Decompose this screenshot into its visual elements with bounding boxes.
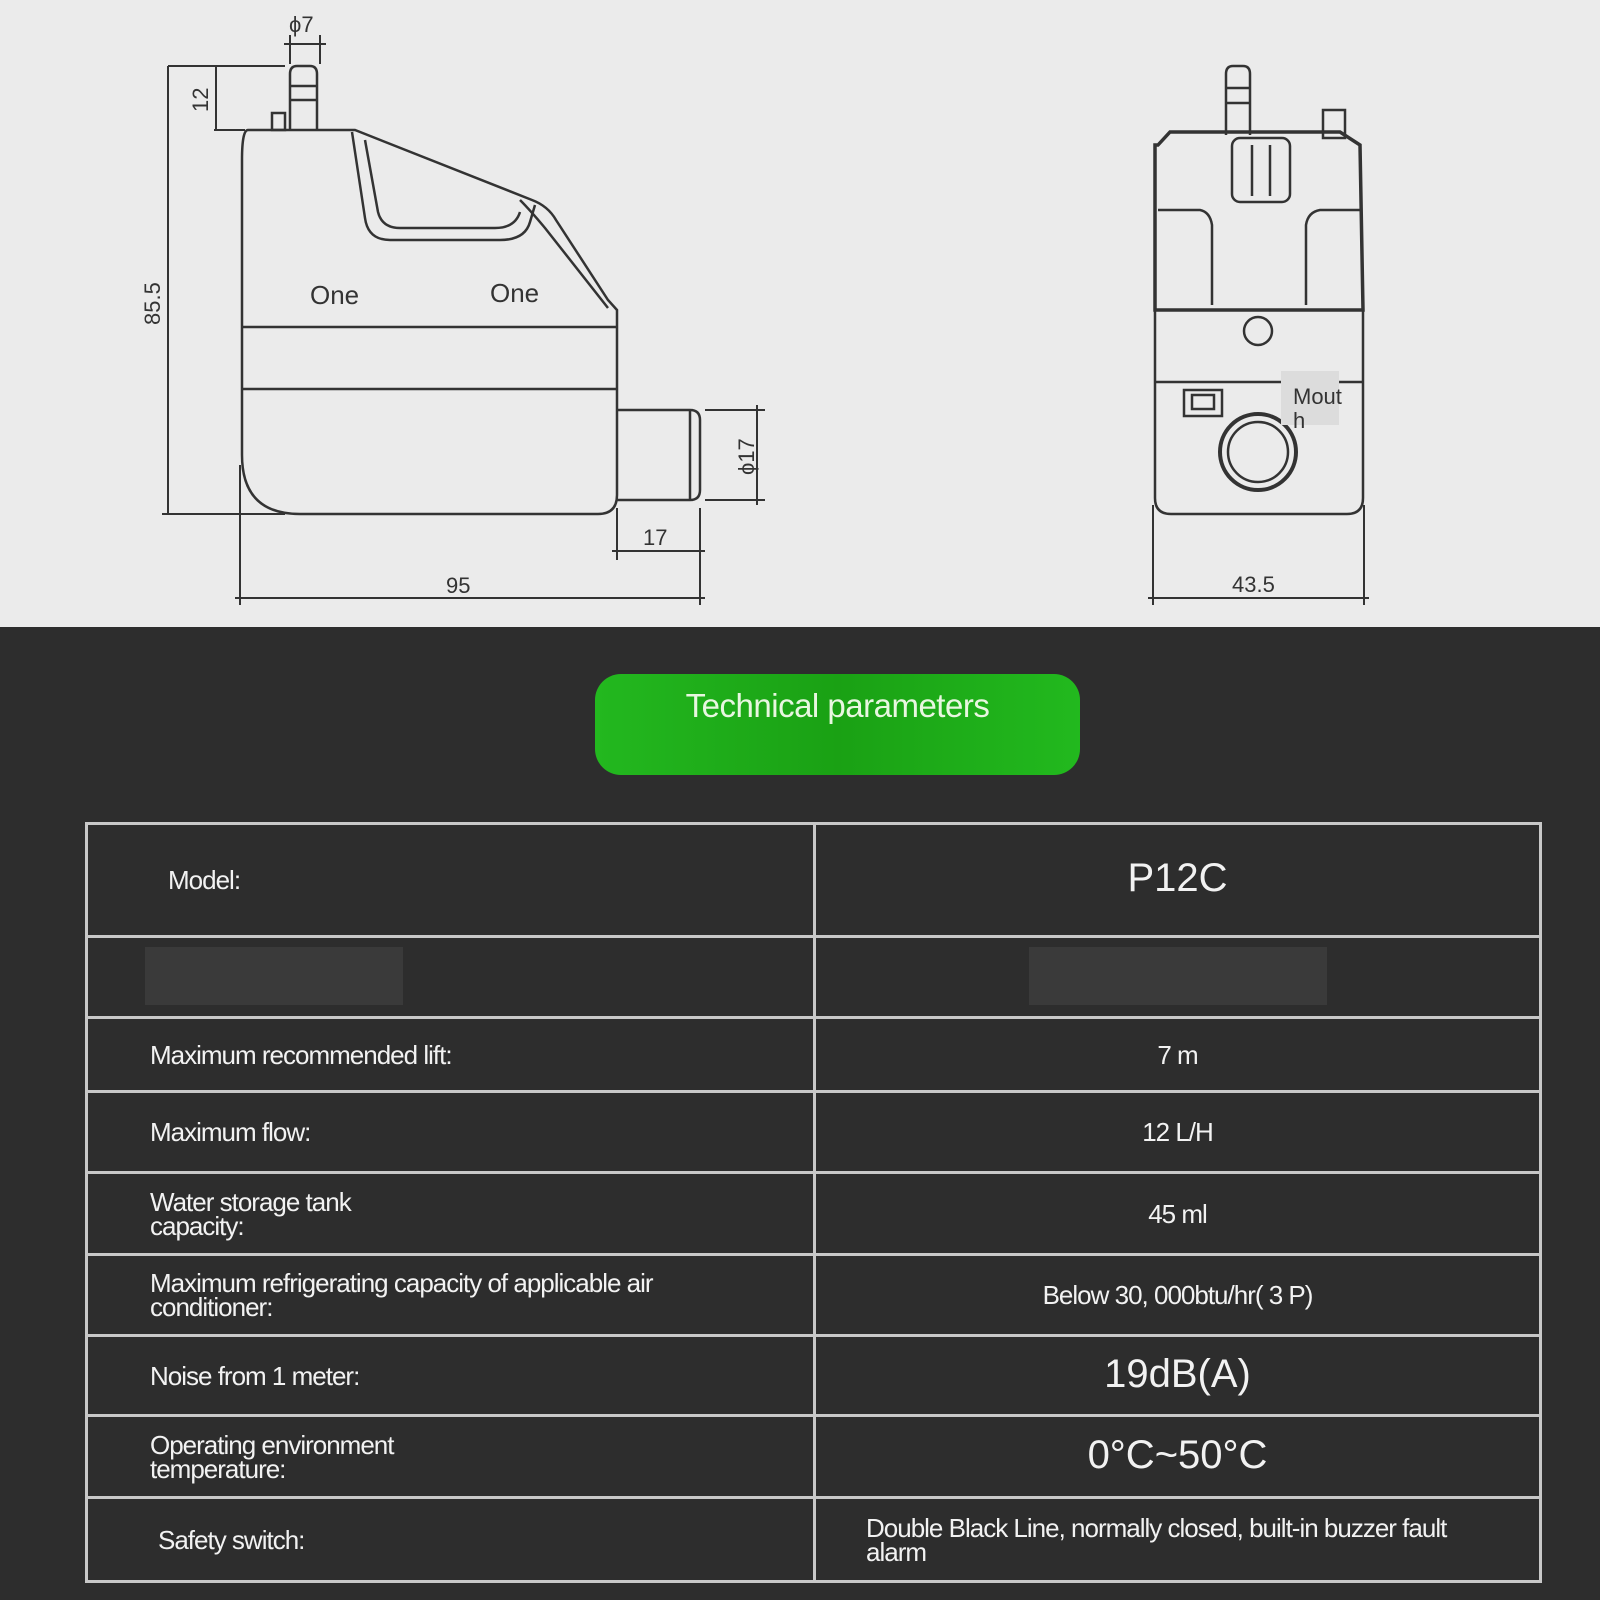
redacted-label — [145, 947, 403, 1005]
param-label: Maximum flow: — [150, 1117, 311, 1147]
table-row — [87, 1498, 1541, 1582]
dim-outlet-diameter: ϕ7 — [289, 12, 314, 37]
param-label-cell — [87, 1092, 815, 1173]
table-row — [87, 937, 1541, 1018]
param-value: Below 30, 000btu/hr( 3 P) — [1042, 1280, 1313, 1310]
param-label-cell — [87, 1173, 815, 1255]
param-label-cell — [87, 1498, 815, 1582]
technical-parameters-section — [0, 627, 1600, 1600]
table-row — [87, 1255, 1541, 1336]
param-label-cell — [87, 1018, 815, 1092]
side-view-dimensions — [162, 35, 765, 605]
mouth-label-line2: h — [1293, 408, 1306, 433]
param-value-cell — [815, 1498, 1541, 1582]
param-value-cell — [815, 1255, 1541, 1336]
front-view-outline — [1155, 66, 1363, 514]
mouth-label-line1: Mout — [1293, 384, 1342, 409]
dim-inlet-length: 17 — [643, 525, 668, 550]
param-value: P12C — [1127, 856, 1228, 900]
param-label: Operating environment temperature: — [150, 1429, 394, 1484]
param-label-cell — [87, 1255, 815, 1336]
dim-outlet-height: 12 — [188, 87, 213, 112]
redacted-value — [1029, 947, 1327, 1005]
dim-front-width: 43.5 — [1232, 572, 1275, 597]
param-value-cell — [815, 1336, 1541, 1416]
param-value-cell — [815, 1173, 1541, 1255]
param-label: Noise from 1 meter: — [150, 1360, 360, 1391]
param-label-cell — [87, 824, 815, 937]
dim-total-length: 95 — [446, 573, 471, 598]
param-label-cell — [87, 1336, 815, 1416]
param-label-cell — [87, 1416, 815, 1498]
param-label: Maximum recommended lift: — [150, 1039, 452, 1070]
param-value: 7 m — [1157, 1039, 1198, 1070]
param-label: Model: — [168, 865, 241, 895]
param-value: 12 L/H — [1142, 1117, 1213, 1147]
technical-parameters-banner: Technical parameters — [595, 674, 1080, 775]
table-row — [87, 1018, 1541, 1092]
param-value-cell — [815, 1018, 1541, 1092]
param-label: Safety switch: — [158, 1524, 305, 1555]
param-value: 19dB(A) — [1104, 1351, 1251, 1396]
param-value-cell — [815, 824, 1541, 937]
param-value: 0°C~50°C — [1087, 1432, 1268, 1477]
param-label-cell — [87, 937, 815, 1018]
param-value: 45 ml — [1148, 1198, 1207, 1229]
table-row — [87, 1416, 1541, 1498]
side-label-right: One — [490, 278, 540, 308]
dim-inlet-diameter: ϕ17 — [734, 438, 759, 475]
table-row — [87, 824, 1541, 937]
technical-drawing — [0, 0, 1600, 627]
param-label: Water storage tank capacity: — [150, 1186, 351, 1241]
param-value-cell — [815, 1092, 1541, 1173]
table-row — [87, 1336, 1541, 1416]
side-label-left: One — [310, 280, 360, 310]
drawing-canvas — [0, 0, 1600, 627]
parameters-table — [85, 822, 1542, 1583]
param-label: Maximum refrigerating capacity of applicable air conditioner: — [150, 1268, 653, 1322]
table-row — [87, 1173, 1541, 1255]
table-row — [87, 1092, 1541, 1173]
param-value-cell — [815, 1416, 1541, 1498]
param-value-cell — [815, 937, 1541, 1018]
dim-total-height: 85.5 — [140, 282, 165, 325]
param-value: Double Black Line, normally closed, built-in buzzer fault alarm — [866, 1512, 1447, 1567]
